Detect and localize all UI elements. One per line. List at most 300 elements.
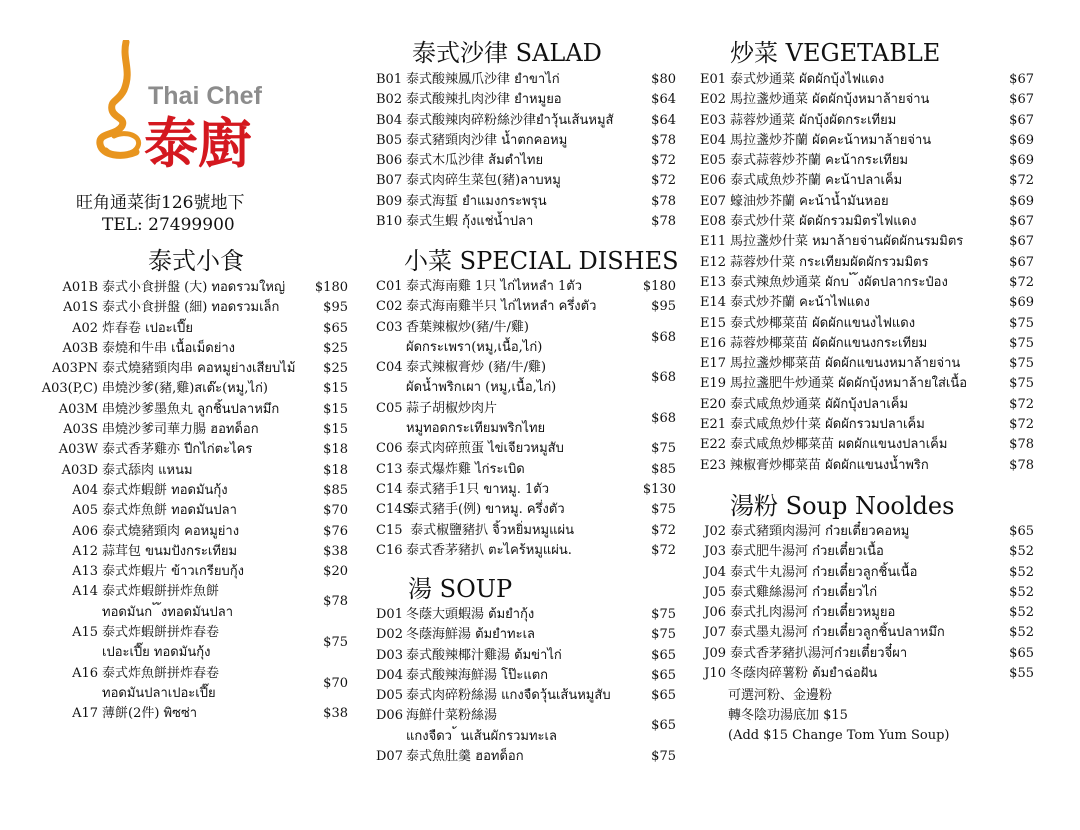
menu-item-code: C05 (376, 400, 403, 416)
menu-item (30, 623, 348, 664)
menu-item (700, 293, 1034, 313)
menu-item-thai-name: แกงจืดว ้ นเส้นผักรวมทะเล (406, 728, 557, 744)
menu-item-price: $75 (651, 749, 676, 765)
menu-item (376, 541, 676, 561)
menu-item (30, 440, 348, 460)
menu-item (700, 273, 1034, 293)
section-title-special: 小菜 SPECIAL DISHES (404, 247, 679, 275)
menu-item-code: A03(P,C) (41, 381, 98, 397)
menu-item-price: $85 (323, 482, 348, 498)
section-title-vegetable: 炒菜 VEGETABLE (730, 39, 941, 67)
menu-item (700, 542, 1034, 562)
menu-item-name: 泰式炒芥蘭 คะน้าไฟแดง (730, 295, 870, 311)
menu-item-price: $65 (1009, 645, 1034, 661)
menu-item-code: J09 (704, 645, 726, 661)
menu-item (700, 435, 1034, 455)
menu-item-price: $78 (651, 193, 676, 209)
menu-item-price: $69 (1009, 132, 1034, 148)
note-line: 可選河粉、金邊粉 (728, 688, 833, 703)
menu-item-price: $180 (642, 279, 676, 294)
menu-item (376, 358, 676, 399)
menu-item-price: $75 (651, 627, 676, 643)
menu-item-price: $75 (1009, 315, 1034, 331)
menu-item (700, 522, 1034, 542)
menu-item (30, 278, 348, 298)
menu-item-price: $75 (323, 635, 348, 651)
menu-item-price: $18 (323, 442, 348, 458)
menu-item-name: 泰式燒豬頸肉 คอหมูย่าง (102, 523, 240, 539)
menu-item-price: $15 (323, 381, 348, 397)
section-title-noodles: 湯粉 Soup Nooldes (730, 492, 955, 520)
menu-item-price: $180 (314, 280, 348, 295)
menu-item-price: $67 (1009, 112, 1034, 128)
menu-item-code: E23 (700, 457, 727, 473)
flame-swirl-icon (100, 42, 136, 155)
menu-item-code: D02 (376, 627, 403, 643)
menu-item (376, 439, 676, 459)
menu-item (376, 70, 676, 90)
menu-item-name: 泰式扎肉湯河 ก๋วยเตี๋ยวหมูยอ (730, 605, 896, 621)
menu-item-code: E13 (700, 274, 727, 290)
menu-item-code: A01S (63, 300, 98, 316)
menu-item-name: 泰式豬頸肉沙律 น้ำตกคอหมู (406, 132, 568, 148)
menu-item (700, 374, 1034, 394)
menu-item (30, 359, 348, 379)
menu-item-code: J02 (704, 524, 726, 539)
menu-item (376, 131, 676, 151)
menu-item-name: 薄餅(2件) พิซซ่า (102, 706, 198, 722)
menu-item-code: C01 (376, 279, 403, 294)
menu-item-price: $67 (1009, 254, 1034, 270)
section-soup (376, 605, 676, 767)
menu-item-code: A14 (72, 584, 98, 600)
menu-item-code: A13 (72, 564, 98, 580)
menu-item-name: 串燒沙爹墨魚丸 ลูกชิ้นปลาหมึก (102, 401, 280, 417)
menu-item-price: $70 (323, 503, 348, 519)
section-title-soup: 湯 SOUP (408, 575, 513, 603)
menu-item-price: $20 (323, 564, 348, 580)
menu-item-code: A01B (62, 280, 98, 295)
menu-item-code: B02 (376, 92, 403, 108)
menu-item-code: C06 (376, 441, 403, 457)
menu-item (700, 603, 1034, 623)
menu-item-code: C15 (376, 522, 403, 538)
menu-item (30, 339, 348, 359)
menu-item-code: E16 (700, 335, 727, 351)
menu-item-code: A03D (61, 462, 98, 478)
menu-item-code: A03S (63, 422, 98, 438)
menu-item-price: $65 (323, 320, 348, 336)
section-title-salad: 泰式沙律 SALAD (412, 39, 602, 67)
menu-item (700, 171, 1034, 191)
menu-item-name: 泰式肉碎粉絲湯 แกงจืดวุ้นเส้นหมูสับ (406, 688, 611, 704)
menu-item-name: 泰式小食拼盤 (大) ทอดรวมใหญ่ (102, 280, 286, 295)
menu-item-code: E04 (700, 132, 727, 148)
address-block (76, 192, 244, 236)
menu-item-price: $72 (1009, 173, 1034, 189)
menu-item-name: 泰式炸蝦餅拼炸魚餅 (102, 584, 220, 600)
menu-item-name: 泰式炸魚餅拼炸春卷 (102, 665, 220, 681)
menu-item (700, 415, 1034, 435)
menu-item-price: $70 (323, 675, 348, 691)
menu-item-code: B07 (376, 173, 403, 189)
menu-item-price: $55 (1009, 666, 1034, 682)
menu-item-name: 泰式小食拼盤 (細) ทอดรวมเล็ก (102, 300, 280, 316)
menu-item (376, 212, 676, 232)
menu-item-code: A06 (72, 523, 98, 539)
menu-item-code: A03M (58, 401, 98, 417)
menu-item (376, 277, 676, 297)
menu-item (700, 192, 1034, 212)
menu-item-name: 馬拉盞炒什菜 หมาล้ายจ่านผัดผักนรมมิตร (730, 234, 964, 250)
menu-item-price: $85 (651, 461, 676, 477)
menu-item (700, 253, 1034, 273)
menu-item-name: 泰式香茅雞亦 ปีกไก่ตะไคร (102, 442, 253, 458)
menu-item-code: E12 (700, 254, 727, 270)
menu-item-name: 泰式舔肉 แหนม (102, 462, 193, 478)
menu-item-price: $75 (651, 502, 676, 518)
menu-item-code: B05 (376, 132, 403, 148)
menu-item-price: $67 (1009, 214, 1034, 230)
menu-item-price: $65 (651, 718, 676, 734)
telephone: TEL: 27499900 (102, 215, 235, 235)
menu-item (30, 379, 348, 399)
menu-item-name: 泰式辣椒膏炒 (豬/牛/雞) (406, 360, 547, 376)
menu-item-code: C04 (376, 360, 403, 376)
menu-item-name: 泰式酸辣肉碎粉絲沙律ยำวุ้นเส้นหมูสั (406, 112, 614, 128)
menu-item-price: $78 (651, 132, 676, 148)
menu-item-code: A17 (72, 706, 98, 722)
menu-item (376, 460, 676, 480)
menu-item-price: $52 (1009, 544, 1034, 560)
menu-item-thai-name: ผัดน้ำพริกเผา (หมู,เนื้อ,ไก่) (406, 380, 557, 396)
menu-item (700, 314, 1034, 334)
menu-item (30, 522, 348, 542)
menu-item-name: 馬拉盞炒通菜 ผัดผักบุ้งหมาล้ายจ่าน (730, 92, 930, 108)
menu-item-name: 泰式墨丸湯河 ก๋วยเตี๋ยวลูกชิ้นปลาหมึก (730, 625, 945, 641)
menu-item (376, 111, 676, 131)
menu-item-name: 泰式椒鹽豬扒 จิ้วหยิ่มหมูแผ่น (406, 522, 574, 538)
menu-item (30, 461, 348, 481)
menu-item-name: 香葉辣椒炒(豬/牛/雞) (406, 319, 529, 335)
menu-item-name: 泰式蒜蓉炒芥蘭 คะน้ากระเทียม (730, 153, 909, 169)
menu-item-code: J05 (704, 584, 726, 600)
menu-item-name: 泰式咸魚炒什菜 ผัดผักรวมปลาเค็ม (730, 417, 925, 433)
menu-item (700, 395, 1034, 415)
menu-item-price: $75 (1009, 335, 1034, 351)
menu-item-code: E15 (700, 315, 727, 331)
menu-item (30, 582, 348, 623)
menu-item-code: E06 (700, 173, 727, 189)
menu-item-name: 冬蔭海鮮湯 ต้มยำทะเล (406, 627, 536, 643)
menu-item-name: 海鮮什菜粉絲湯 (406, 708, 498, 724)
menu-item (376, 605, 676, 625)
menu-item-code: E03 (700, 112, 727, 128)
menu-item-name: 泰式炒什菜 ผัดผักรวมมิตรไฟแดง (730, 214, 917, 230)
menu-item-code: A02 (72, 320, 98, 336)
menu-item-price: $75 (651, 441, 676, 457)
menu-item-code: E11 (700, 234, 727, 250)
menu-item-code: E14 (700, 295, 727, 311)
menu-item-price: $18 (323, 462, 348, 478)
menu-item (376, 151, 676, 171)
menu-item-name: 蒜蓉炒什菜 กระเทียมผัดผักรวมมิตร (730, 254, 929, 270)
menu-item (376, 686, 676, 706)
menu-item (30, 542, 348, 562)
menu-item-price: $67 (1009, 234, 1034, 250)
section-title-snacks: 泰式小食 (148, 247, 244, 275)
menu-item-code: C16 (376, 542, 403, 558)
menu-item-name: 泰式酸辣鳳爪沙律 ยำขาไก่ (406, 72, 560, 87)
menu-item (376, 318, 676, 359)
menu-item-code: D06 (376, 708, 403, 724)
menu-item-name: 冬蔭大頭蝦湯 ต้มยำกุ้ง (406, 607, 535, 622)
menu-item-price: $72 (651, 522, 676, 538)
menu-item-name: 泰式魚肚羹 ฮอทด็อก (406, 749, 524, 765)
menu-item-name: 泰式海蜇 ยำแมงกระพรุน (406, 193, 547, 209)
menu-item-name: 泰式牛丸湯河 ก๋วยเตี๋ยวลูกชิ้นเนื้อ (730, 564, 918, 580)
menu-item-name: 泰式豬手1只 ขาหมู. 1ตัว (406, 481, 550, 497)
menu-item-code: B04 (376, 112, 403, 128)
menu-item-code: D07 (376, 749, 403, 765)
menu-item-code: C13 (376, 461, 403, 477)
section-noodles (700, 522, 1034, 684)
menu-item (376, 500, 676, 520)
menu-item-price: $25 (323, 340, 348, 356)
menu-item-price: $76 (323, 523, 348, 539)
menu-item-price: $72 (651, 542, 676, 558)
menu-item-name: 泰式炸蝦餅拼炸春卷 (102, 625, 220, 641)
menu-item-name: 泰式肉碎煎蛋 ไข่เจียวหมูสับ (406, 441, 564, 457)
menu-item-name: 泰式炸魚餅 ทอดมันปลา (102, 503, 237, 519)
menu-item (30, 420, 348, 440)
logo-name-en: Thai Chef (148, 82, 262, 110)
menu-item (376, 706, 676, 747)
menu-item-thai-name: ทอดมันปลาเปอะเปี๊ย (102, 685, 216, 701)
menu-item-price: $69 (1009, 193, 1034, 209)
menu-item (376, 666, 676, 686)
menu-item-price: $95 (651, 299, 676, 315)
section-vegetable (700, 70, 1034, 476)
menu-item-price: $25 (323, 361, 348, 377)
menu-item (376, 480, 676, 500)
menu-item-name: 串燒沙爹司華力腸 ฮอทด็อก (102, 422, 259, 438)
menu-item-price: $72 (1009, 396, 1034, 412)
menu-item-code: J10 (704, 666, 726, 682)
menu-item-code: A05 (72, 503, 98, 519)
menu-item-code: A04 (72, 482, 98, 498)
menu-item-name: 泰式爆炸雞 ไก่ระเบิด (406, 461, 525, 477)
menu-item-price: $75 (1009, 376, 1034, 392)
menu-item-code: B10 (376, 214, 403, 230)
menu-item-code: B06 (376, 153, 403, 169)
menu-item-price: $78 (1009, 437, 1034, 453)
menu-item (700, 644, 1034, 664)
menu-item-price: $72 (1009, 274, 1034, 290)
menu-item-code: A16 (72, 665, 98, 681)
menu-item-name: 泰式炒通菜 ผัดผักบุ้งไฟแดง (730, 72, 885, 87)
menu-item-price: $69 (1009, 153, 1034, 169)
menu-item-code: D04 (376, 667, 403, 683)
menu-item-code: C14 (376, 481, 403, 497)
address: 旺角通菜街126號地下 (76, 193, 245, 213)
menu-item-price: $75 (651, 607, 676, 622)
menu-item-code: D05 (376, 688, 403, 704)
menu-item (700, 90, 1034, 110)
menu-item-code: E05 (700, 153, 727, 169)
menu-item-price: $64 (651, 112, 676, 128)
menu-item (376, 747, 676, 767)
menu-item-code: C14S (376, 502, 412, 518)
menu-item-price: $80 (651, 72, 676, 87)
menu-item-code: B01 (376, 72, 403, 87)
menu-item-name: 泰式肉碎生菜包(豬)ลาบหมู (406, 173, 561, 189)
menu-item-name: 泰式酸辣海鮮湯 โป๊ะแตก (406, 667, 549, 683)
menu-item-price: $15 (323, 401, 348, 417)
menu-item-price: $68 (651, 410, 676, 426)
menu-item-name: 泰式海南雞半只 ไก่ไหหลำ ครึ่งตัว (406, 299, 597, 315)
menu-item-code: E01 (700, 72, 727, 87)
menu-item-code: A03W (58, 442, 98, 458)
menu-item-price: $72 (651, 153, 676, 169)
menu-item (30, 664, 348, 705)
menu-item-name: 泰式豬手(例) ขาหมู. ครึ่งตัว (406, 502, 565, 518)
menu-item-code: J04 (704, 564, 726, 580)
menu-item (30, 704, 348, 724)
menu-item-price: $65 (651, 647, 676, 663)
menu-item-name: 泰式燒豬頸肉串 คอหมูย่างเสียบไม้ (102, 361, 296, 377)
menu-item-code: D01 (376, 607, 403, 622)
menu-item (700, 623, 1034, 643)
menu-item-code: J03 (704, 544, 726, 560)
menu-item-price: $65 (651, 688, 676, 704)
menu-item-price: $69 (1009, 295, 1034, 311)
menu-item (30, 319, 348, 339)
menu-item (700, 131, 1034, 151)
menu-item (376, 171, 676, 191)
menu-item-name: 蒜茸包 ขนมปังกระเทียม (102, 543, 238, 559)
menu-item-price: $67 (1009, 92, 1034, 108)
menu-item-price: $65 (651, 667, 676, 683)
menu-item-name: 冬蔭肉碎薯粉 ต้มยำฉ่อฝัน (730, 666, 878, 682)
menu-item-code: D03 (376, 647, 403, 663)
menu-item-name: 蒜蓉炒通菜 ผักบุ้งผัดกระเทียม (730, 112, 897, 128)
menu-item-thai-name: เปอะเปี๊ย ทอดมันกุ้ง (102, 645, 211, 661)
logo-name-zh: 泰廚 (144, 111, 252, 170)
menu-item (30, 481, 348, 501)
menu-item-name: 泰式辣魚炒通菜 ผักบ ้ ้งผัดปลากระป๋อง (730, 274, 948, 290)
menu-item (700, 456, 1034, 476)
menu-item-price: $95 (323, 300, 348, 316)
menu-item-price: $15 (323, 422, 348, 438)
note-line: (Add $15 Change Tom Yum Soup) (728, 728, 950, 743)
menu-item-name: 泰式咸魚炒芥蘭 คะน้าปลาเค็ม (730, 173, 903, 189)
menu-item (700, 334, 1034, 354)
menu-item-code: B09 (376, 193, 403, 209)
menu-item-code: E21 (700, 417, 727, 433)
menu-item-code: A15 (72, 625, 98, 641)
menu-item-name: 泰式肥牛湯河 ก๋วยเตี๋ยวเนื้อ (730, 544, 884, 560)
menu-item (376, 399, 676, 440)
menu-item-name: 馬拉盞炒芥蘭 ผัดคะน้าหมาล้ายจ่าน (730, 132, 932, 148)
menu-item-name: 泰式炸蝦餅 ทอดมันกุ้ง (102, 482, 228, 498)
menu-item-name: 蒜子胡椒炒肉片 (406, 400, 498, 416)
menu-item-code: E22 (700, 437, 727, 453)
menu-item-name: 泰式咸魚炒椰菜苗 ผดผักแขนงปลาเค็ม (730, 437, 948, 453)
menu-item (700, 70, 1034, 90)
menu-item-name: 馬拉盞炒椰菜苗 ผัดผักแขนงหมาล้ายจ่าน (730, 356, 961, 372)
menu-item-price: $130 (642, 481, 676, 497)
menu-item-name: 蠔油炒芥蘭 คะน้าน้ำมันหอย (730, 193, 889, 209)
menu-item-price: $52 (1009, 605, 1034, 621)
menu-item-thai-name: ผัดกระเพรา(หมู,เนื้อ,ไก่) (406, 339, 543, 355)
menu-item-price: $78 (1009, 457, 1034, 473)
noodles-notes (700, 686, 1034, 746)
section-salad (376, 70, 676, 232)
menu-item-price: $52 (1009, 584, 1034, 600)
menu-item (700, 664, 1034, 684)
menu-item-name: 泰燒和牛串 เนื้อเม็ดย่าง (102, 340, 235, 356)
menu-item (30, 501, 348, 521)
menu-item-code: A03PN (51, 361, 98, 377)
menu-item-name: 泰式炒椰菜苗 ผัดผักแขนงไฟแดง (730, 315, 916, 331)
menu-item (700, 232, 1034, 252)
thai-chef-logo (92, 40, 282, 170)
menu-item-name: 泰式炸蝦片 ข้าวเกรียบกุ้ง (102, 564, 245, 580)
menu-item (376, 646, 676, 666)
menu-item-name: 泰式生蝦 กุ้งแช่น้ำปลา (406, 214, 534, 230)
menu-item (376, 192, 676, 212)
menu-item-price: $67 (1009, 72, 1034, 87)
menu-item-price: $78 (651, 214, 676, 230)
menu-item-price: $52 (1009, 564, 1034, 580)
menu-item (700, 212, 1034, 232)
menu-item-price: $72 (651, 173, 676, 189)
menu-item-code: E02 (700, 92, 727, 108)
menu-item (700, 111, 1034, 131)
menu-item (30, 298, 348, 318)
menu-item-price: $68 (651, 370, 676, 386)
menu-item-name: 泰式香茅豬扒 ตะไคร้หมูแผ่น. (406, 542, 572, 558)
menu-item (376, 297, 676, 317)
menu-item-price: $52 (1009, 625, 1034, 641)
menu-item (700, 151, 1034, 171)
menu-item-price: $64 (651, 92, 676, 108)
menu-item-name: 泰式木瓜沙律 ส้มตำไทย (406, 153, 544, 169)
menu-item-name: 馬拉盞肥牛炒通菜 ผัดผักบุ้งหมาล้ายใส่เนื้อ (730, 376, 968, 392)
menu-item-thai-name: ทอดมันก ้ ้งทอดมันปลา (102, 604, 234, 620)
menu-item (30, 562, 348, 582)
menu-item-name: 泰式酸辣椰汁雞湯 ต้มข่าไก่ (406, 647, 562, 663)
menu-item-name: 泰式咸魚炒通菜 ผัผักบุ้งปลาเค็ม (730, 396, 909, 412)
menu-item-price: $38 (323, 706, 348, 722)
menu-item-name: 泰式雞絲湯河 ก๋วยเตี๋ยวไก่ (730, 584, 878, 600)
menu-item-price: $68 (651, 329, 676, 345)
menu-item (376, 625, 676, 645)
menu-item-code: A12 (72, 543, 98, 559)
section-snacks (30, 278, 348, 725)
menu-item-thai-name: หมูทอดกระเทียมพริกไทย (406, 421, 546, 437)
menu-item-code: E20 (700, 396, 727, 412)
menu-item-code: A03B (62, 340, 98, 356)
menu-item-code: C03 (376, 319, 403, 335)
menu-item-code: C02 (376, 299, 403, 315)
section-special (376, 277, 676, 561)
menu-item-name: 泰式豬頸肉湯河 ก๋วยเตี๋ยวคอหมู (730, 524, 910, 539)
menu-item (376, 521, 676, 541)
menu-item-price: $38 (323, 543, 348, 559)
menu-item (700, 563, 1034, 583)
